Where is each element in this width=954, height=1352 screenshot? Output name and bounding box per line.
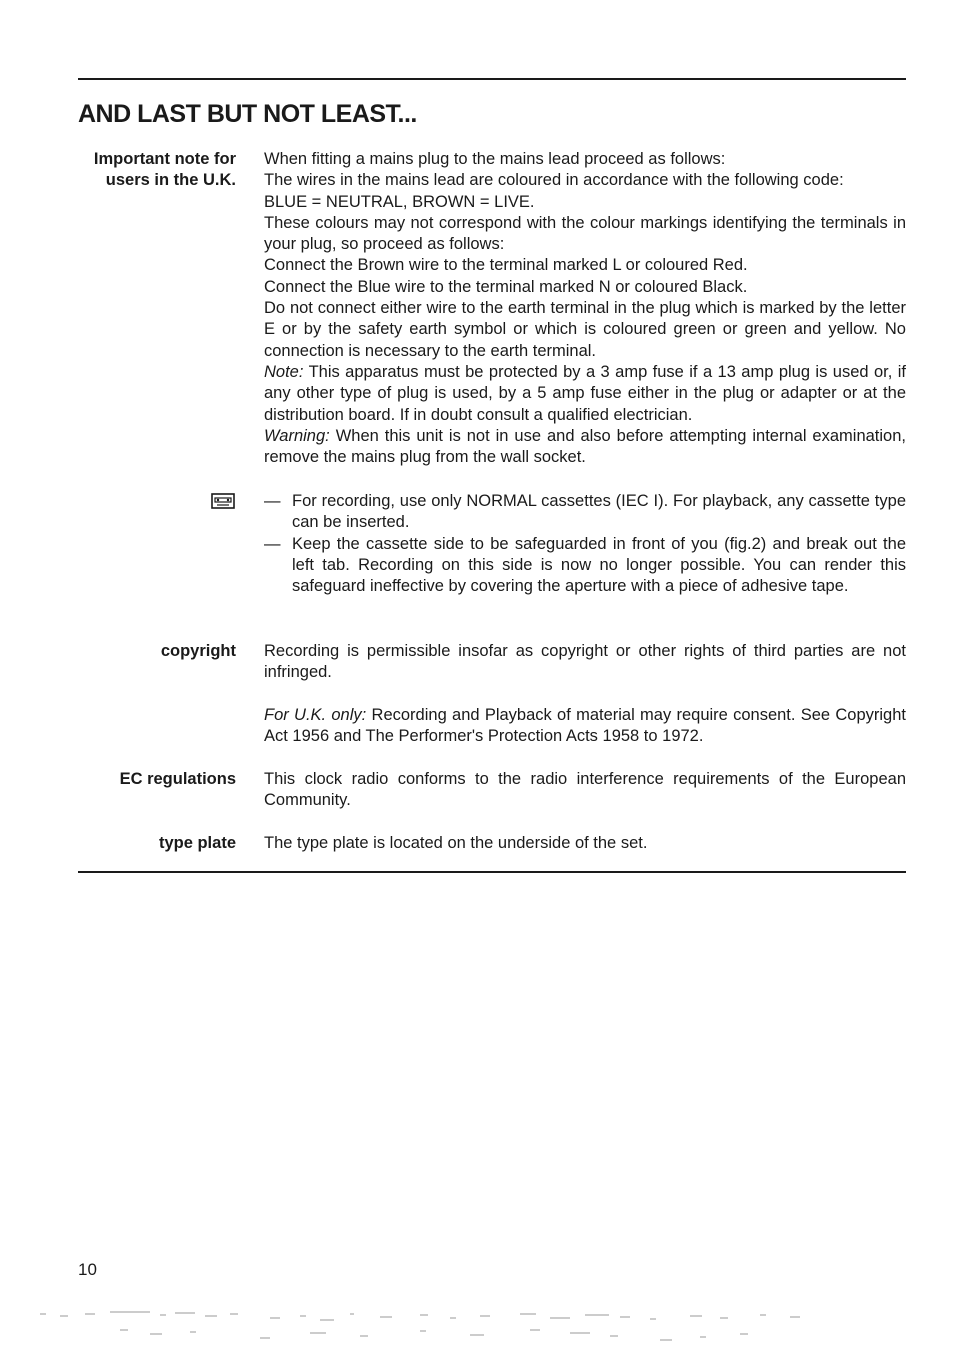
uk-note-paragraph: Connect the Blue wire to the terminal marked N or coloured Black. (264, 277, 748, 296)
cassette-item-1: For recording, use only NORMAL cassettes (IEC I). For playback, any cassette type can be inserted. (292, 492, 906, 532)
page-number: 10 (78, 1260, 97, 1279)
uk-note-paragraph: These colours may not correspond with the colour markings identifying the terminals in your plug, so proceed as follows: (264, 213, 906, 254)
cassette-body (264, 491, 906, 597)
warning-paragraph (264, 426, 906, 469)
cassette-icon (211, 493, 235, 509)
uk-note-paragraph: The wires in the mains lead are coloured in accordance with the following code: (264, 171, 844, 190)
copyright-uk-label: For U.K. only: (264, 705, 367, 724)
uk-note-paragraph: When fitting a mains plug to the mains lead proceed as follows: (264, 150, 726, 168)
scan-noise (0, 1300, 954, 1352)
uk-note-label-line2: users in the U.K. (105, 171, 236, 190)
copyright-uk-paragraph (264, 705, 906, 748)
list-item (264, 491, 906, 534)
ec-body (264, 769, 906, 812)
type-plate-text: The type plate is located on the underside of the set. (264, 834, 648, 852)
note-text: This apparatus must be protected by a 3 amp fuse if a 13 amp plug is used or, if any other type of plug is used, by a 5 amp fuse either in the plug or adapter or at the distribution board. If in doubt consult a qualified electrician. (264, 362, 906, 424)
copyright-uk-text: Recording and Playback of material may require consent. See Copyright Act 1956 and The Performer's Protection Acts 1958 to 1972. (264, 705, 906, 746)
uk-note-label-line1: Important note for (93, 150, 236, 168)
type-plate-label: type plate (158, 834, 236, 852)
uk-note-label (78, 149, 236, 192)
note-paragraph (264, 362, 906, 426)
ec-text: This clock radio conforms to the radio interference requirements of the European Community. (264, 770, 906, 810)
dash-mark: — (264, 492, 281, 510)
bottom-rule (78, 871, 906, 873)
top-rule (78, 78, 906, 80)
warning-text: When this unit is not in use and also before attempting internal examination, remove the mains plug from the wall socket. (264, 426, 906, 467)
copyright-body (264, 641, 906, 747)
uk-note-paragraph: Do not connect either wire to the earth terminal in the plug which is marked by the letter E or by the safety earth symbol or which is coloured green or green and yellow. No connection is necessary to the earth terminal. (264, 299, 906, 360)
copyright-paragraph: Recording is permissible insofar as copyright or other rights of third parties are not infringed. (264, 642, 906, 682)
cassette-item-2: Keep the cassette side to be safeguarded in front of you (fig.2) and break out the left tab. Recording on this side is now no longer possible. You can render this safeguard ineffective by covering the aperture with a piece of adhesive tape. (292, 534, 906, 596)
uk-note-body (264, 149, 906, 468)
uk-note-paragraph: Connect the Brown wire to the terminal marked L or coloured Red. (264, 256, 748, 275)
page-title: AND LAST BUT NOT LEAST... (78, 100, 417, 128)
uk-note-paragraph: BLUE = NEUTRAL, BROWN = LIVE. (264, 192, 535, 211)
list-item (264, 534, 906, 598)
type-plate-body (264, 833, 906, 854)
warning-label: Warning: (264, 426, 330, 445)
dash-mark: — (264, 534, 281, 553)
copyright-label: copyright (160, 642, 236, 660)
ec-label: EC regulations (119, 770, 236, 788)
note-label: Note: (264, 362, 304, 381)
